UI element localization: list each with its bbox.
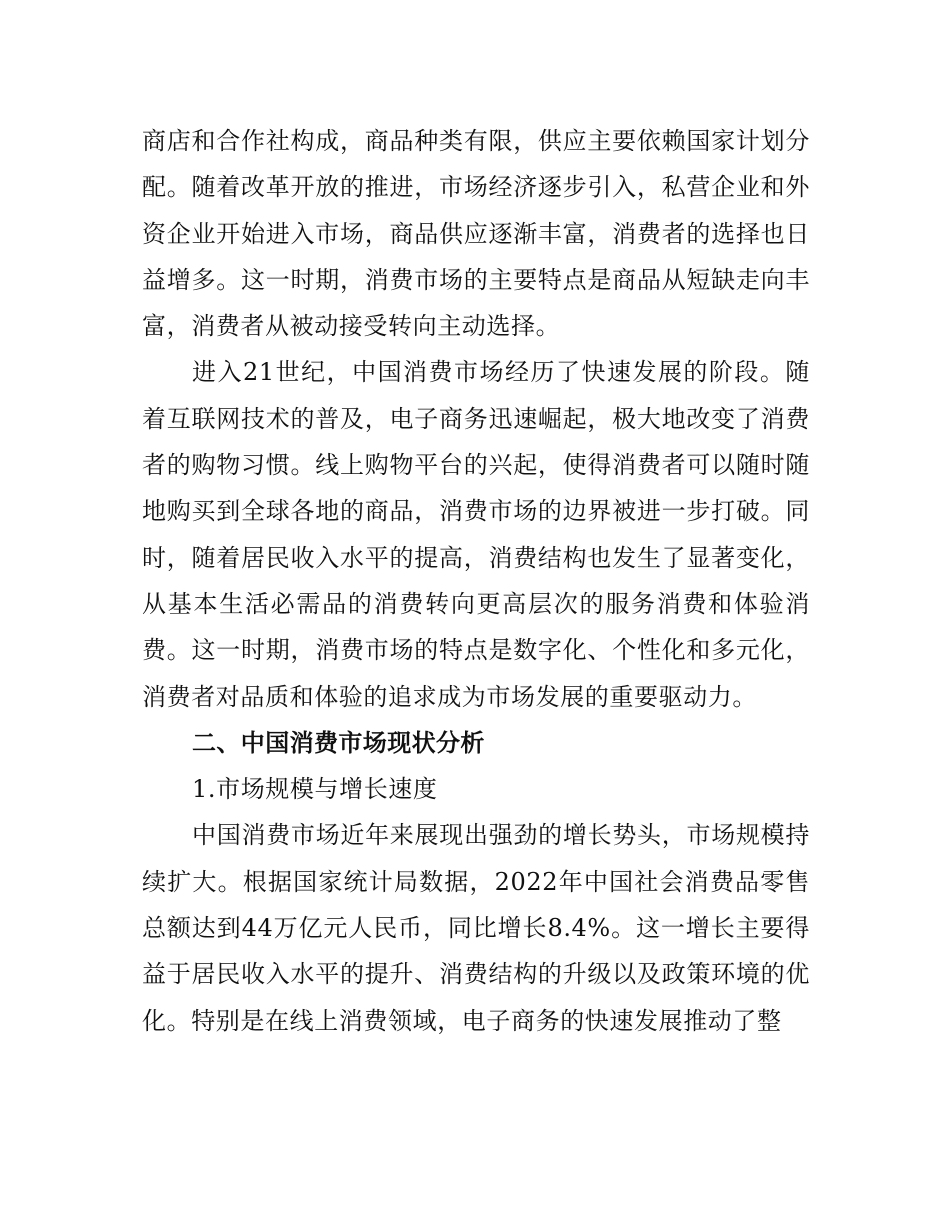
body-paragraph-3: 中国消费市场近年来展现出强劲的增长势头，市场规模持续扩大。根据国家统计局数据，2022年中国社会消费品零售总额达到44万亿元人民币，同比增长8.4%。这一增长主要得益于居民收入水平的提升、消费结构的升级以及政策环境的优化。特别是在线上消费领域，电子商务的快速发展推动了整 [142, 821, 810, 1035]
body-paragraph-2: 进入21世纪，中国消费市场经历了快速发展的阶段。随着互联网技术的普及，电子商务迅速崛起，极大地改变了消费者的购物习惯。线上购物平台的兴起，使得消费者可以随时随地购买到全球各地的商品，消费市场的边界被进一步打破。同时，随着居民收入水平的提高，消费结构也发生了显著变化，从基本生活必需品的消费转向更高层次的服务消费和体验消费。这一时期，消费市场的特点是数字化、个性化和多元化，消费者对品质和体验的追求成为市场发展的重要驱动力。 [142, 358, 810, 711]
document-body [142, 118, 810, 1044]
subsection-heading: 1.市场规模与增长速度 [192, 775, 438, 804]
section-heading: 二、中国消费市场现状分析 [192, 728, 485, 757]
body-paragraph-1: 商店和合作社构成，商品种类有限，供应主要依赖国家计划分配。随着改革开放的推进，市场经济逐步引入，私营企业和外资企业开始进入市场，商品供应逐渐丰富，消费者的选择也日益增多。这一时期，消费市场的主要特点是商品从短缺走向丰富，消费者从被动接受转向主动选择。 [142, 127, 810, 341]
